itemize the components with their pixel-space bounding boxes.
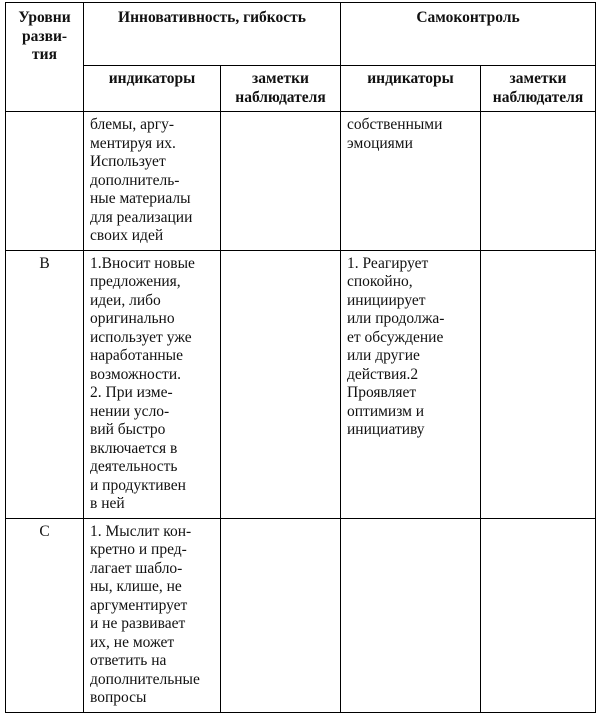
assessment-table bbox=[5, 2, 596, 713]
innovation-header: Инновативность, гибкость bbox=[84, 3, 341, 66]
innovation-indicators-cell: блемы, аргу- ментируя их. Использует дополнитель- ные материалы для реализации своих идей bbox=[84, 112, 221, 251]
table-row bbox=[6, 518, 596, 712]
self-control-notes-cell bbox=[481, 250, 596, 518]
self-control-notes-cell bbox=[481, 518, 596, 712]
header-row-sub bbox=[6, 66, 596, 112]
table-row bbox=[6, 250, 596, 518]
self-control-header: Самоконтроль bbox=[341, 3, 596, 66]
level-cell bbox=[6, 112, 84, 251]
document-page bbox=[5, 2, 595, 706]
level-cell: B bbox=[6, 250, 84, 518]
level-cell: C bbox=[6, 518, 84, 712]
header-row-top bbox=[6, 3, 596, 66]
self-control-indicators-header: индикаторы bbox=[341, 66, 481, 112]
innovation-notes-cell bbox=[221, 518, 341, 712]
self-control-indicators-cell: собственными эмоциями bbox=[341, 112, 481, 251]
self-control-indicators-cell: 1. Реагирует спокойно, инициирует или продолжа- ет обсуждение или другие действия.2 Проявляет оптимизм и инициативу bbox=[341, 250, 481, 518]
innovation-notes-header: заметки наблюдателя bbox=[221, 66, 341, 112]
levels-header: Уровни разви- тия bbox=[6, 3, 84, 112]
innovation-indicators-header: индикаторы bbox=[84, 66, 221, 112]
innovation-notes-cell bbox=[221, 112, 341, 251]
innovation-indicators-cell: 1. Мыслит кон- кретно и пред- лагает шабло- ны, клише, не аргументирует и не развивает их, не может ответить на дополнительные вопросы bbox=[84, 518, 221, 712]
innovation-indicators-cell: 1.Вносит новые предложения, идеи, либо оригинально использует уже наработанные возможности. 2. При изме- нении усло- вий быстро включается в деятельность и продуктивен в ней bbox=[84, 250, 221, 518]
innovation-notes-cell bbox=[221, 250, 341, 518]
self-control-indicators-cell bbox=[341, 518, 481, 712]
table-row bbox=[6, 112, 596, 251]
self-control-notes-header: заметки наблюдателя bbox=[481, 66, 596, 112]
self-control-notes-cell bbox=[481, 112, 596, 251]
